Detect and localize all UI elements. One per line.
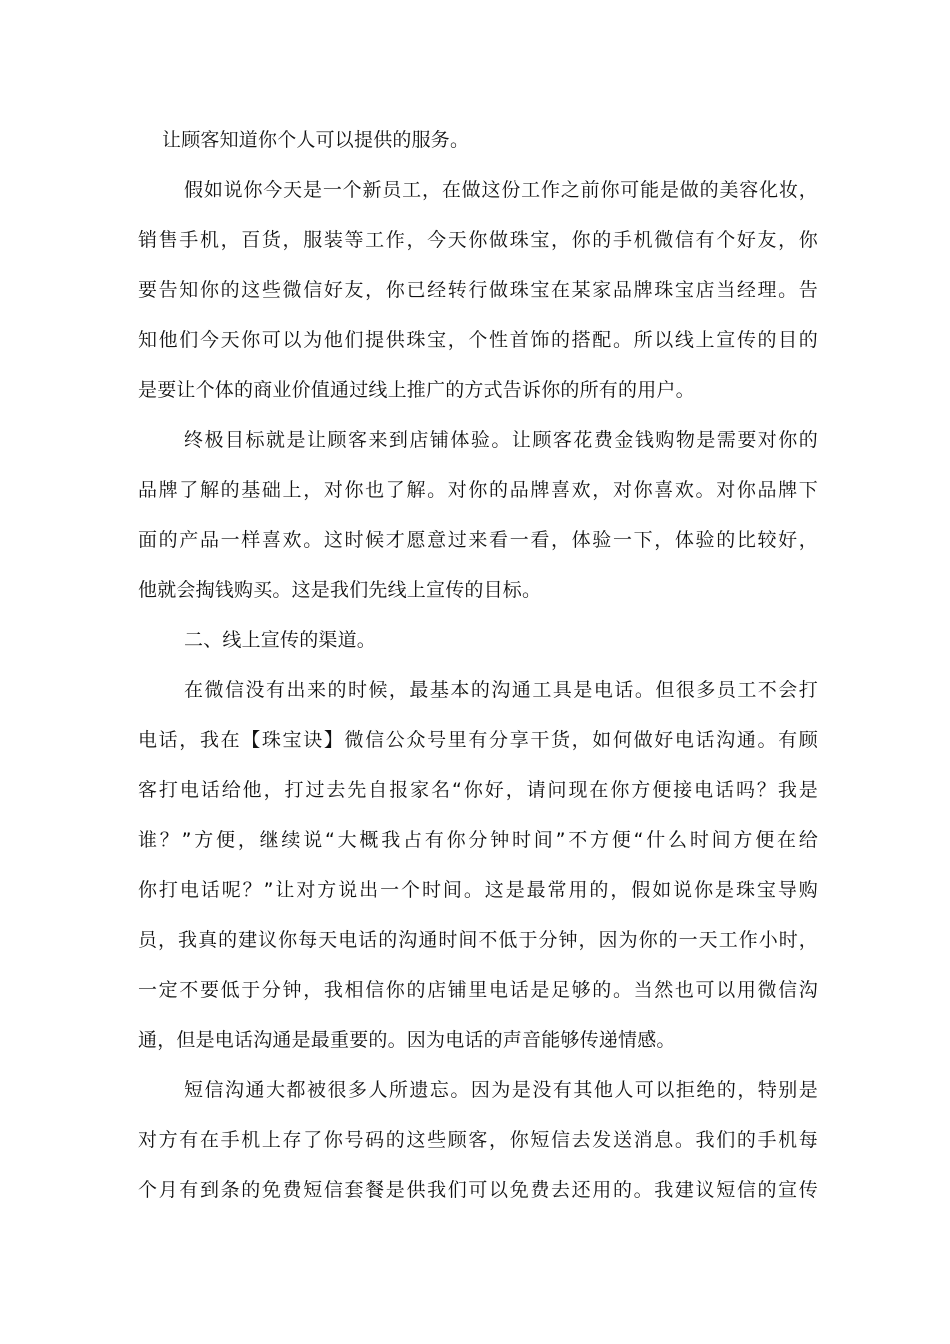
text-line: 一定不要低于分钟，我相信你的店铺里电话是足够的。当然也可以用微信沟 — [138, 979, 818, 1001]
text-line: 通，但是电话沟通是最重要的。因为电话的声音能够传递情感。 — [138, 1029, 676, 1051]
text-line: 电话，我在【珠宝诀】微信公众号里有分享干货，如何做好电话沟通。有顾 — [138, 729, 818, 751]
text-line: 谁？”方便，继续说“大概我占有你分钟时间”不方便“什么时间方便在给 — [138, 829, 818, 851]
text-line: 对方有在手机上存了你号码的这些顾客，你短信去发送消息。我们的手机每 — [138, 1129, 818, 1151]
text-line: 销售手机，百货，服装等工作，今天你做珠宝，你的手机微信有个好友，你 — [138, 229, 818, 251]
text-line: 要告知你的这些微信好友，你已经转行做珠宝在某家品牌珠宝店当经理。告 — [138, 279, 818, 301]
text-line: 员，我真的建议你每天电话的沟通时间不低于分钟，因为你的一天工作小时， — [138, 929, 818, 951]
text-line: 客打电话给他，打过去先自报家名“你好，请问现在你方便接电话吗？我是 — [138, 779, 818, 801]
text-line: 知他们今天你可以为他们提供珠宝，个性首饰的搭配。所以线上宣传的目的 — [138, 329, 818, 351]
text-line: 他就会掏钱购买。这是我们先线上宣传的目标。 — [138, 579, 542, 601]
paragraph-first-line: 短信沟通大都被很多人所遗忘。因为是没有其他人可以拒绝的，特别是 — [184, 1079, 818, 1101]
paragraph-first-line: 在微信没有出来的时候，最基本的沟通工具是电话。但很多员工不会打 — [184, 679, 818, 701]
text-line: 你打电话呢？”让对方说出一个时间。这是最常用的，假如说你是珠宝导购 — [138, 879, 818, 901]
text-line: 让顾客知道你个人可以提供的服务。 — [162, 129, 470, 151]
text-line: 面的产品一样喜欢。这时候才愿意过来看一看，体验一下，体验的比较好， — [138, 529, 818, 551]
paragraph-first-line: 终极目标就是让顾客来到店铺体验。让顾客花费金钱购物是需要对你的 — [184, 429, 818, 451]
section-heading: 二、线上宣传的渠道。 — [184, 629, 377, 651]
text-line: 品牌了解的基础上，对你也了解。对你的品牌喜欢，对你喜欢。对你品牌下 — [138, 479, 818, 501]
text-line: 个月有到条的免费短信套餐是供我们可以免费去还用的。我建议短信的宣传 — [138, 1179, 818, 1201]
paragraph-first-line: 假如说你今天是一个新员工，在做这份工作之前你可能是做的美容化妆， — [184, 179, 818, 201]
text-line: 是要让个体的商业价值通过线上推广的方式告诉你的所有的用户。 — [138, 379, 695, 401]
